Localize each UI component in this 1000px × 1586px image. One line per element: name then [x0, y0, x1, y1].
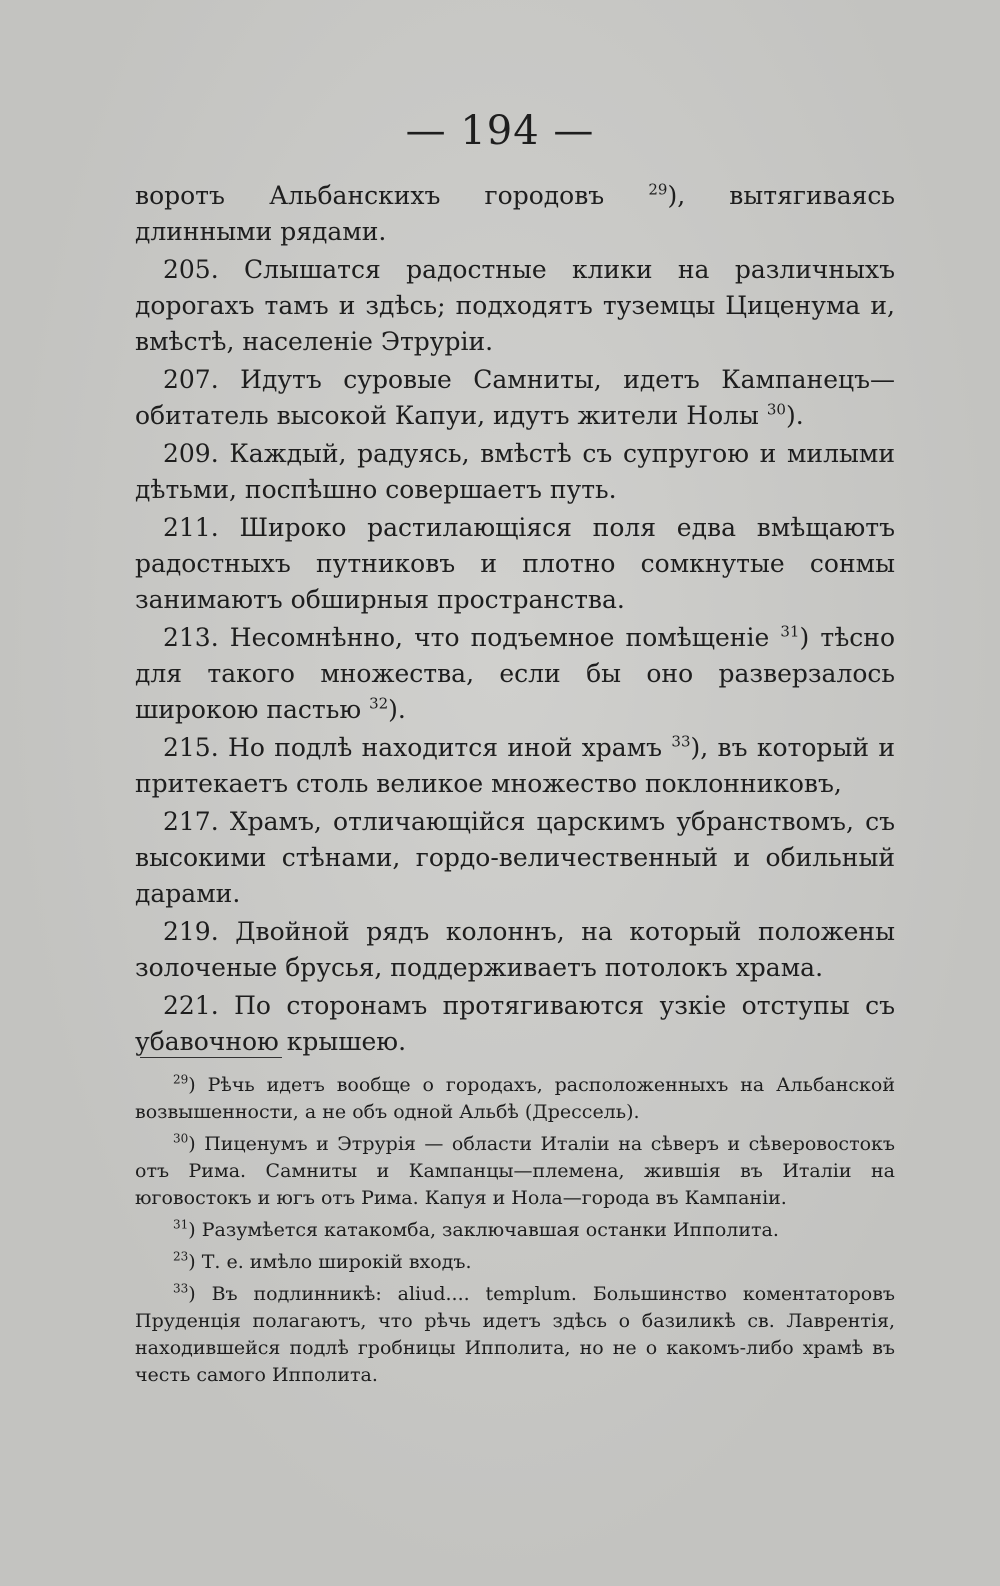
verse-215 — [135, 730, 895, 802]
verse-219 — [135, 914, 895, 986]
paragraph-text: Но подлѣ находится иной храмъ — [218, 733, 672, 762]
footnote-text: ) Рѣчь идетъ вообще о городахъ, расположенныхъ на Альбанской возвышенности, а не объ одной Альбѣ (Дрессель). — [135, 1074, 895, 1123]
paragraph-text: воротъ Альбанскихъ городовъ — [135, 181, 649, 210]
verse-205 — [135, 252, 895, 360]
verse-number: 207. — [163, 365, 219, 394]
footnote-ref: 31 — [780, 622, 800, 641]
paragraph-text: Несомнѣнно, что подъемное помѣщеніе — [218, 623, 781, 652]
footnote-mark: 33 — [173, 1281, 189, 1296]
footnote-mark: 23 — [173, 1249, 189, 1264]
paragraph-text: Широко растилающіяся поля едва вмѣщаютъ радостныхъ путниковъ и плотно сомкнутые сонмы занимаютъ обширныя пространства. — [135, 513, 895, 614]
footnote-ref: 32 — [369, 694, 389, 713]
footnote-text: ) Т. е. имѣло широкій входъ. — [188, 1251, 472, 1273]
paragraph-text: Слышатся радостные клики на различныхъ дорогахъ тамъ и здѣсь; подходятъ туземцы Циценума и, вмѣстѣ, населеніе Этруріи. — [135, 255, 895, 356]
paragraph-text: Каждый, радуясь, вмѣстѣ съ супругою и милыми дѣтьми, поспѣшно совершаетъ путь. — [135, 439, 895, 504]
footnote-29 — [135, 1072, 895, 1126]
footnote-ref: 33 — [671, 732, 691, 751]
verse-211 — [135, 510, 895, 618]
main-text — [135, 178, 895, 1062]
verse-217 — [135, 804, 895, 912]
verse-number: 209. — [163, 439, 219, 468]
footnote-mark: 31 — [173, 1217, 189, 1232]
paragraph-text: Храмъ, отличающійся царскимъ убранствомъ, съ высокими стѣнами, гордо-величественный и обильный дарами. — [135, 807, 895, 908]
footnote-text: ) Разумѣется катакомба, заключавшая останки Ипполита. — [188, 1219, 779, 1241]
footnote-30 — [135, 1131, 895, 1212]
paragraph-text: ), въ который и притекаетъ столь великое множество поклонниковъ, — [135, 733, 896, 798]
verse-221 — [135, 988, 895, 1060]
verse-number: 219. — [163, 917, 219, 946]
footnote-31 — [135, 1217, 895, 1244]
page-number: — 194 — — [405, 108, 595, 154]
footnote-32 — [135, 1249, 895, 1276]
paragraph-text: ) тѣсно для такого множества, если бы оно разверзалось широкою пастью — [135, 623, 895, 724]
paragraph-text: ). — [388, 695, 406, 724]
paragraph-continuation — [135, 178, 895, 250]
verse-213 — [135, 620, 895, 728]
footnote-mark: 30 — [173, 1131, 189, 1146]
footnote-text: ) Въ подлинникѣ: aliud.... templum. Большинство коментаторовъ Пруденція полагаютъ, что рѣчь идетъ здѣсь о базиликѣ св. Лаврентія, находившейся подлѣ гробницы Ипполита, но не о какомъ-либо храмѣ въ честь самого Ипполита. — [135, 1283, 895, 1386]
paragraph-text: ). — [785, 401, 804, 430]
verse-209 — [135, 436, 895, 508]
footnote-mark: 29 — [173, 1072, 189, 1087]
footnote-divider — [140, 1057, 282, 1058]
verse-number: 221. — [163, 991, 219, 1020]
footnote-text: ) Пиценумъ и Этрурія — области Италіи на сѣверъ и сѣверовостокъ отъ Рима. Самниты и Кампанцы—племена, жившія въ Италіи на юговостокъ и югъ отъ Рима. Капуя и Нола—города въ Кампаніи. — [135, 1133, 895, 1209]
paragraph-text: По сторонамъ протягиваются узкіе отступы съ убавочною крышею. — [135, 991, 895, 1056]
footnote-33 — [135, 1281, 895, 1389]
paragraph-text: Идутъ суровые Самниты, идетъ Кампанецъ—обитатель высокой Капуи, идутъ жители Нолы — [135, 365, 895, 430]
verse-number: 215. — [163, 733, 219, 762]
verse-number: 205. — [163, 255, 219, 284]
footnote-ref: 29 — [648, 180, 668, 199]
verse-number: 213. — [163, 623, 219, 652]
verse-number: 211. — [163, 513, 219, 542]
paragraph-text: Двойной рядъ колоннъ, на который положены золоченые брусья, поддерживаетъ потолокъ храма. — [135, 917, 895, 982]
footnotes — [135, 1072, 895, 1394]
paragraph-text: ), вытягиваясь длинными рядами. — [135, 181, 895, 246]
verse-number: 217. — [163, 807, 219, 836]
footnote-ref: 30 — [766, 400, 786, 419]
verse-207 — [135, 362, 895, 434]
